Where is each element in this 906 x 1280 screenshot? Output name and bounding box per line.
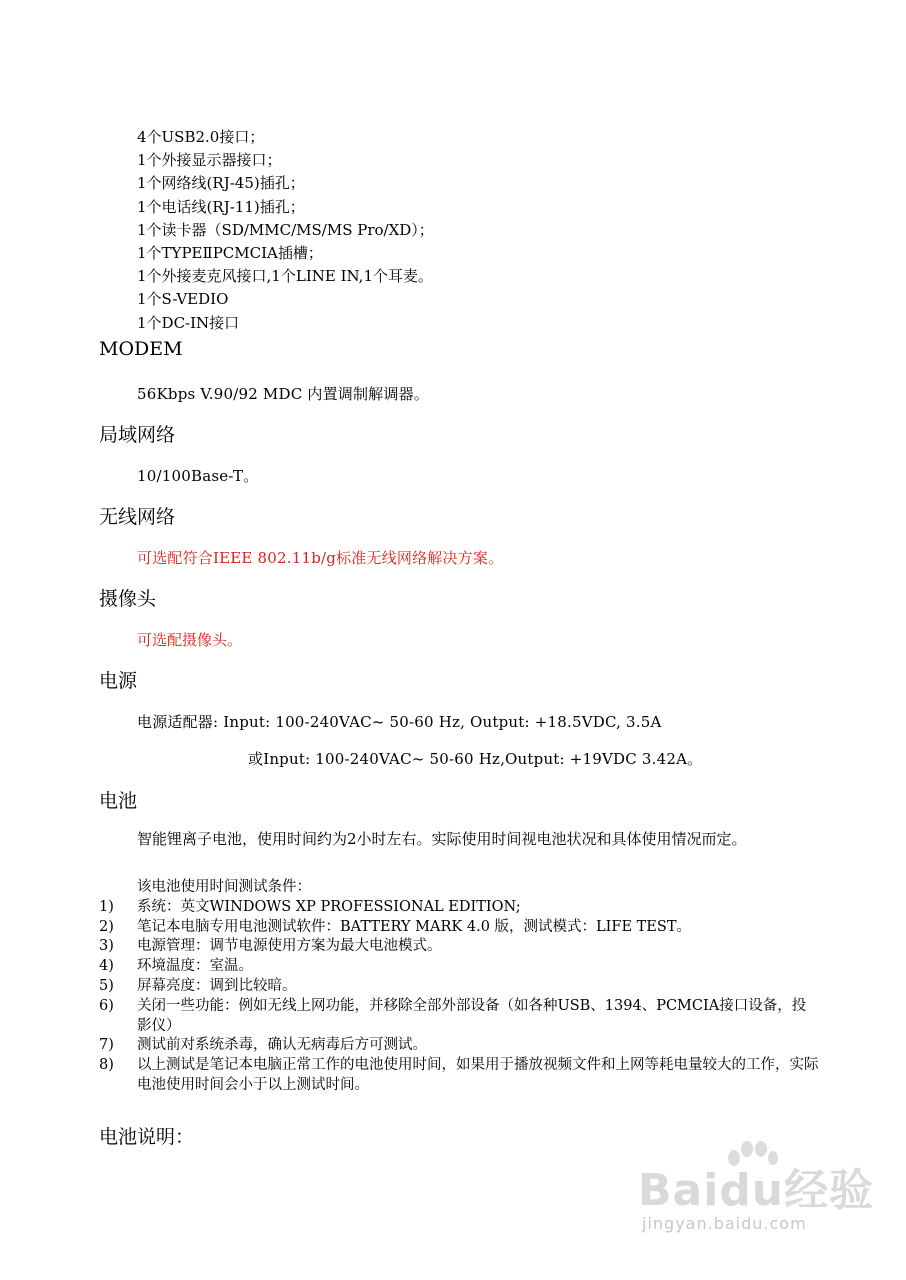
wireless-text: 可选配符合IEEE 802.11b/g标准无线网络解决方案。 bbox=[137, 549, 504, 567]
ports-item: 1个读卡器（SD/MMC/MS/MS Pro/XD）； bbox=[137, 220, 434, 239]
list-item bbox=[99, 977, 819, 997]
wireless-heading: 无线网络 bbox=[99, 506, 176, 528]
list-item bbox=[99, 918, 819, 938]
ports-list bbox=[137, 126, 434, 335]
ports-item: 1个网络线(RJ-45)插孔； bbox=[137, 174, 305, 193]
ports-item: 4个USB2.0接口； bbox=[137, 128, 265, 146]
lan-text: 10/100Base-T。 bbox=[137, 467, 259, 485]
list-item-number: 3) bbox=[99, 938, 114, 955]
list-item-number: 1) bbox=[99, 898, 114, 915]
ports-item: 1个S-VEDIO bbox=[137, 290, 229, 309]
camera-heading: 摄像头 bbox=[99, 588, 157, 610]
lan-heading: 局域网络 bbox=[99, 424, 176, 446]
modem-heading: MODEM bbox=[99, 338, 183, 360]
power-line-1: 电源适配器: Input: 100-240VAC~ 50-60 Hz, Output: +18.5VDC, 3.5A bbox=[137, 713, 662, 731]
list-item bbox=[99, 1036, 819, 1056]
list-item-text: 环境温度：室温。 bbox=[137, 958, 253, 975]
list-item bbox=[99, 997, 819, 1037]
list-item-number: 2) bbox=[99, 918, 114, 935]
power-heading: 电源 bbox=[99, 670, 138, 692]
list-item-text: 系统：英文WINDOWS XP PROFESSIONAL EDITION; bbox=[137, 898, 521, 915]
ports-item: 1个外接显示器接口； bbox=[137, 151, 282, 170]
baidu-jingyan-watermark bbox=[638, 1140, 875, 1250]
power-line-2: 或Input: 100-240VAC~ 50-60 Hz,Output: +19VDC 3.42A。 bbox=[248, 750, 703, 768]
list-item bbox=[99, 1056, 819, 1096]
list-item-text: 笔记本电脑专用电池测试软件：BATTERY MARK 4.0 版，测试模式：LIFE TEST。 bbox=[137, 918, 691, 935]
battery-conditions bbox=[99, 878, 819, 1096]
modem-text: 56Kbps V.90/92 MDC 内置调制解调器。 bbox=[137, 385, 429, 403]
ports-item: 1个电话线(RJ-11)插孔； bbox=[137, 197, 305, 216]
camera-text: 可选配摄像头。 bbox=[137, 631, 243, 649]
battery-conditions-intro: 该电池使用时间测试条件： bbox=[137, 879, 311, 895]
list-item-number: 5) bbox=[99, 977, 114, 994]
list-item-text: 以上测试是笔记本电脑正常工作的电池使用时间，如果用于播放视频文件和上网等耗电量较大的工作，实际电池使用时间会小于以上测试时间。 bbox=[137, 1057, 819, 1093]
battery-notes-heading: 电池说明： bbox=[99, 1126, 195, 1148]
ports-item: 1个DC-IN接口 bbox=[137, 313, 240, 332]
list-item-number: 6) bbox=[99, 997, 114, 1014]
list-item-number: 8) bbox=[99, 1057, 114, 1074]
list-item-text: 测试前对系统杀毒，确认无病毒后方可测试。 bbox=[137, 1037, 427, 1054]
ports-item: 1个外接麦克风接口,1个LINE IN,1个耳麦。 bbox=[137, 267, 433, 286]
list-item-text: 屏幕亮度：调到比较暗。 bbox=[137, 977, 297, 994]
battery-heading: 电池 bbox=[99, 790, 138, 812]
battery-paragraph: 智能锂离子电池，使用时间约为2小时左右。实际使用时间视电池状况和具体使用情况而定。 bbox=[137, 830, 747, 848]
list-item bbox=[99, 937, 819, 957]
watermark-url: jingyan.baidu.com bbox=[642, 1214, 807, 1233]
list-item bbox=[99, 957, 819, 977]
list-item-number: 7) bbox=[99, 1037, 114, 1054]
list-item bbox=[99, 898, 819, 918]
list-item-text: 电源管理：调节电源使用方案为最大电池模式。 bbox=[137, 938, 442, 955]
ports-item: 1个TYPEⅡPCMCIA插槽； bbox=[137, 243, 323, 262]
list-item-number: 4) bbox=[99, 958, 114, 975]
list-item-text: 关闭一些功能：例如无线上网功能，并移除全部外部设备（如各种USB、1394、PCMCIA接口设备，投影仪） bbox=[137, 997, 807, 1034]
watermark-logo: Baidu经验 bbox=[638, 1165, 875, 1216]
